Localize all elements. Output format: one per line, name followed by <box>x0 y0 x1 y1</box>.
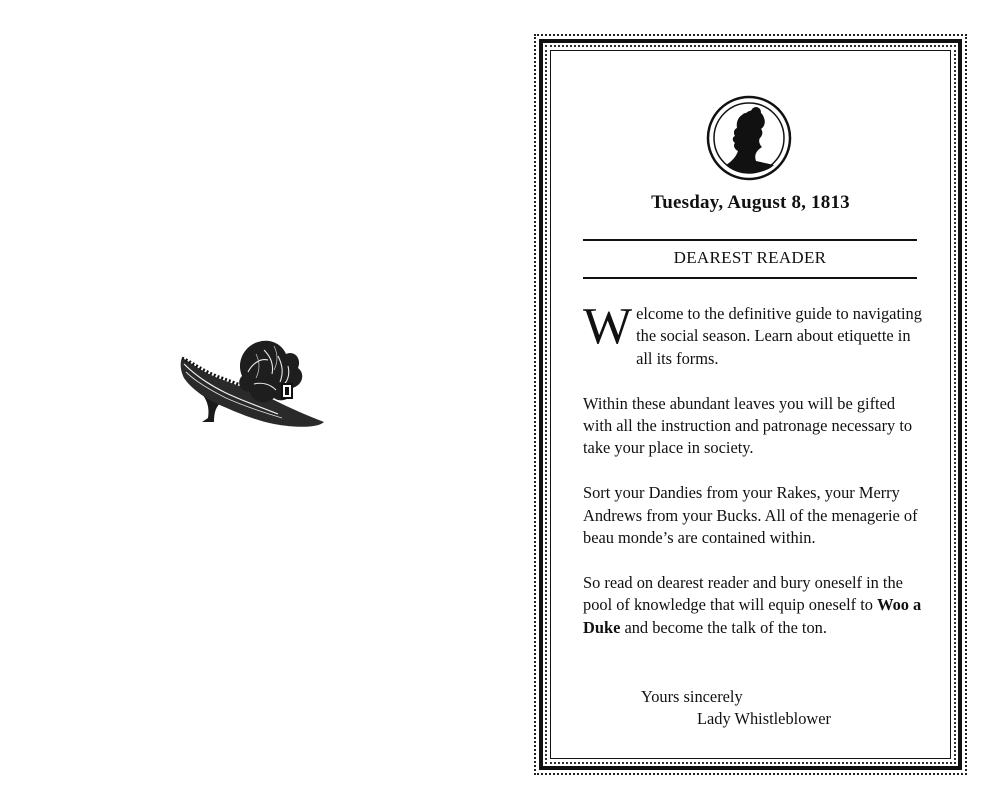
woo-a-duke-emphasis: Woo a Duke <box>583 595 922 637</box>
drop-cap: W <box>583 298 633 355</box>
heading-rule-top <box>583 239 917 241</box>
closing-line: Yours sincerely <box>641 687 743 706</box>
paragraph-read-on <box>583 572 923 639</box>
paragraph-read-on-start: So read on dearest reader and bury oneself in the pool of knowledge that will equip oneself to <box>583 572 903 615</box>
paragraph-welcome <box>583 298 923 370</box>
paragraph-welcome-text: elcome to the definitive guide to navigating the social season. Learn about etiquette in all its forms. <box>636 304 922 368</box>
letter-heading: DEAREST READER <box>673 248 827 267</box>
lady-silhouette-cameo-icon <box>706 95 792 181</box>
paragraph-dandies: Sort your Dandies from your Rakes, your Merry Andrews from your Bucks. All of the menagerie of beau monde’s are contained within. <box>583 483 918 548</box>
heeled-shoe-icon <box>178 336 328 436</box>
paragraph-read-on-end: and become the talk of the ton. <box>620 617 827 637</box>
signature: Lady Whistleblower <box>697 709 831 728</box>
letter-body <box>583 298 923 661</box>
letter-date: Tuesday, August 8, 1813 <box>651 192 850 213</box>
paragraph-leaves: Within these abundant leaves you will be gifted with all the instruction and patronage necessary to take your place in society. <box>583 393 913 458</box>
heading-rule-bottom <box>583 277 917 279</box>
